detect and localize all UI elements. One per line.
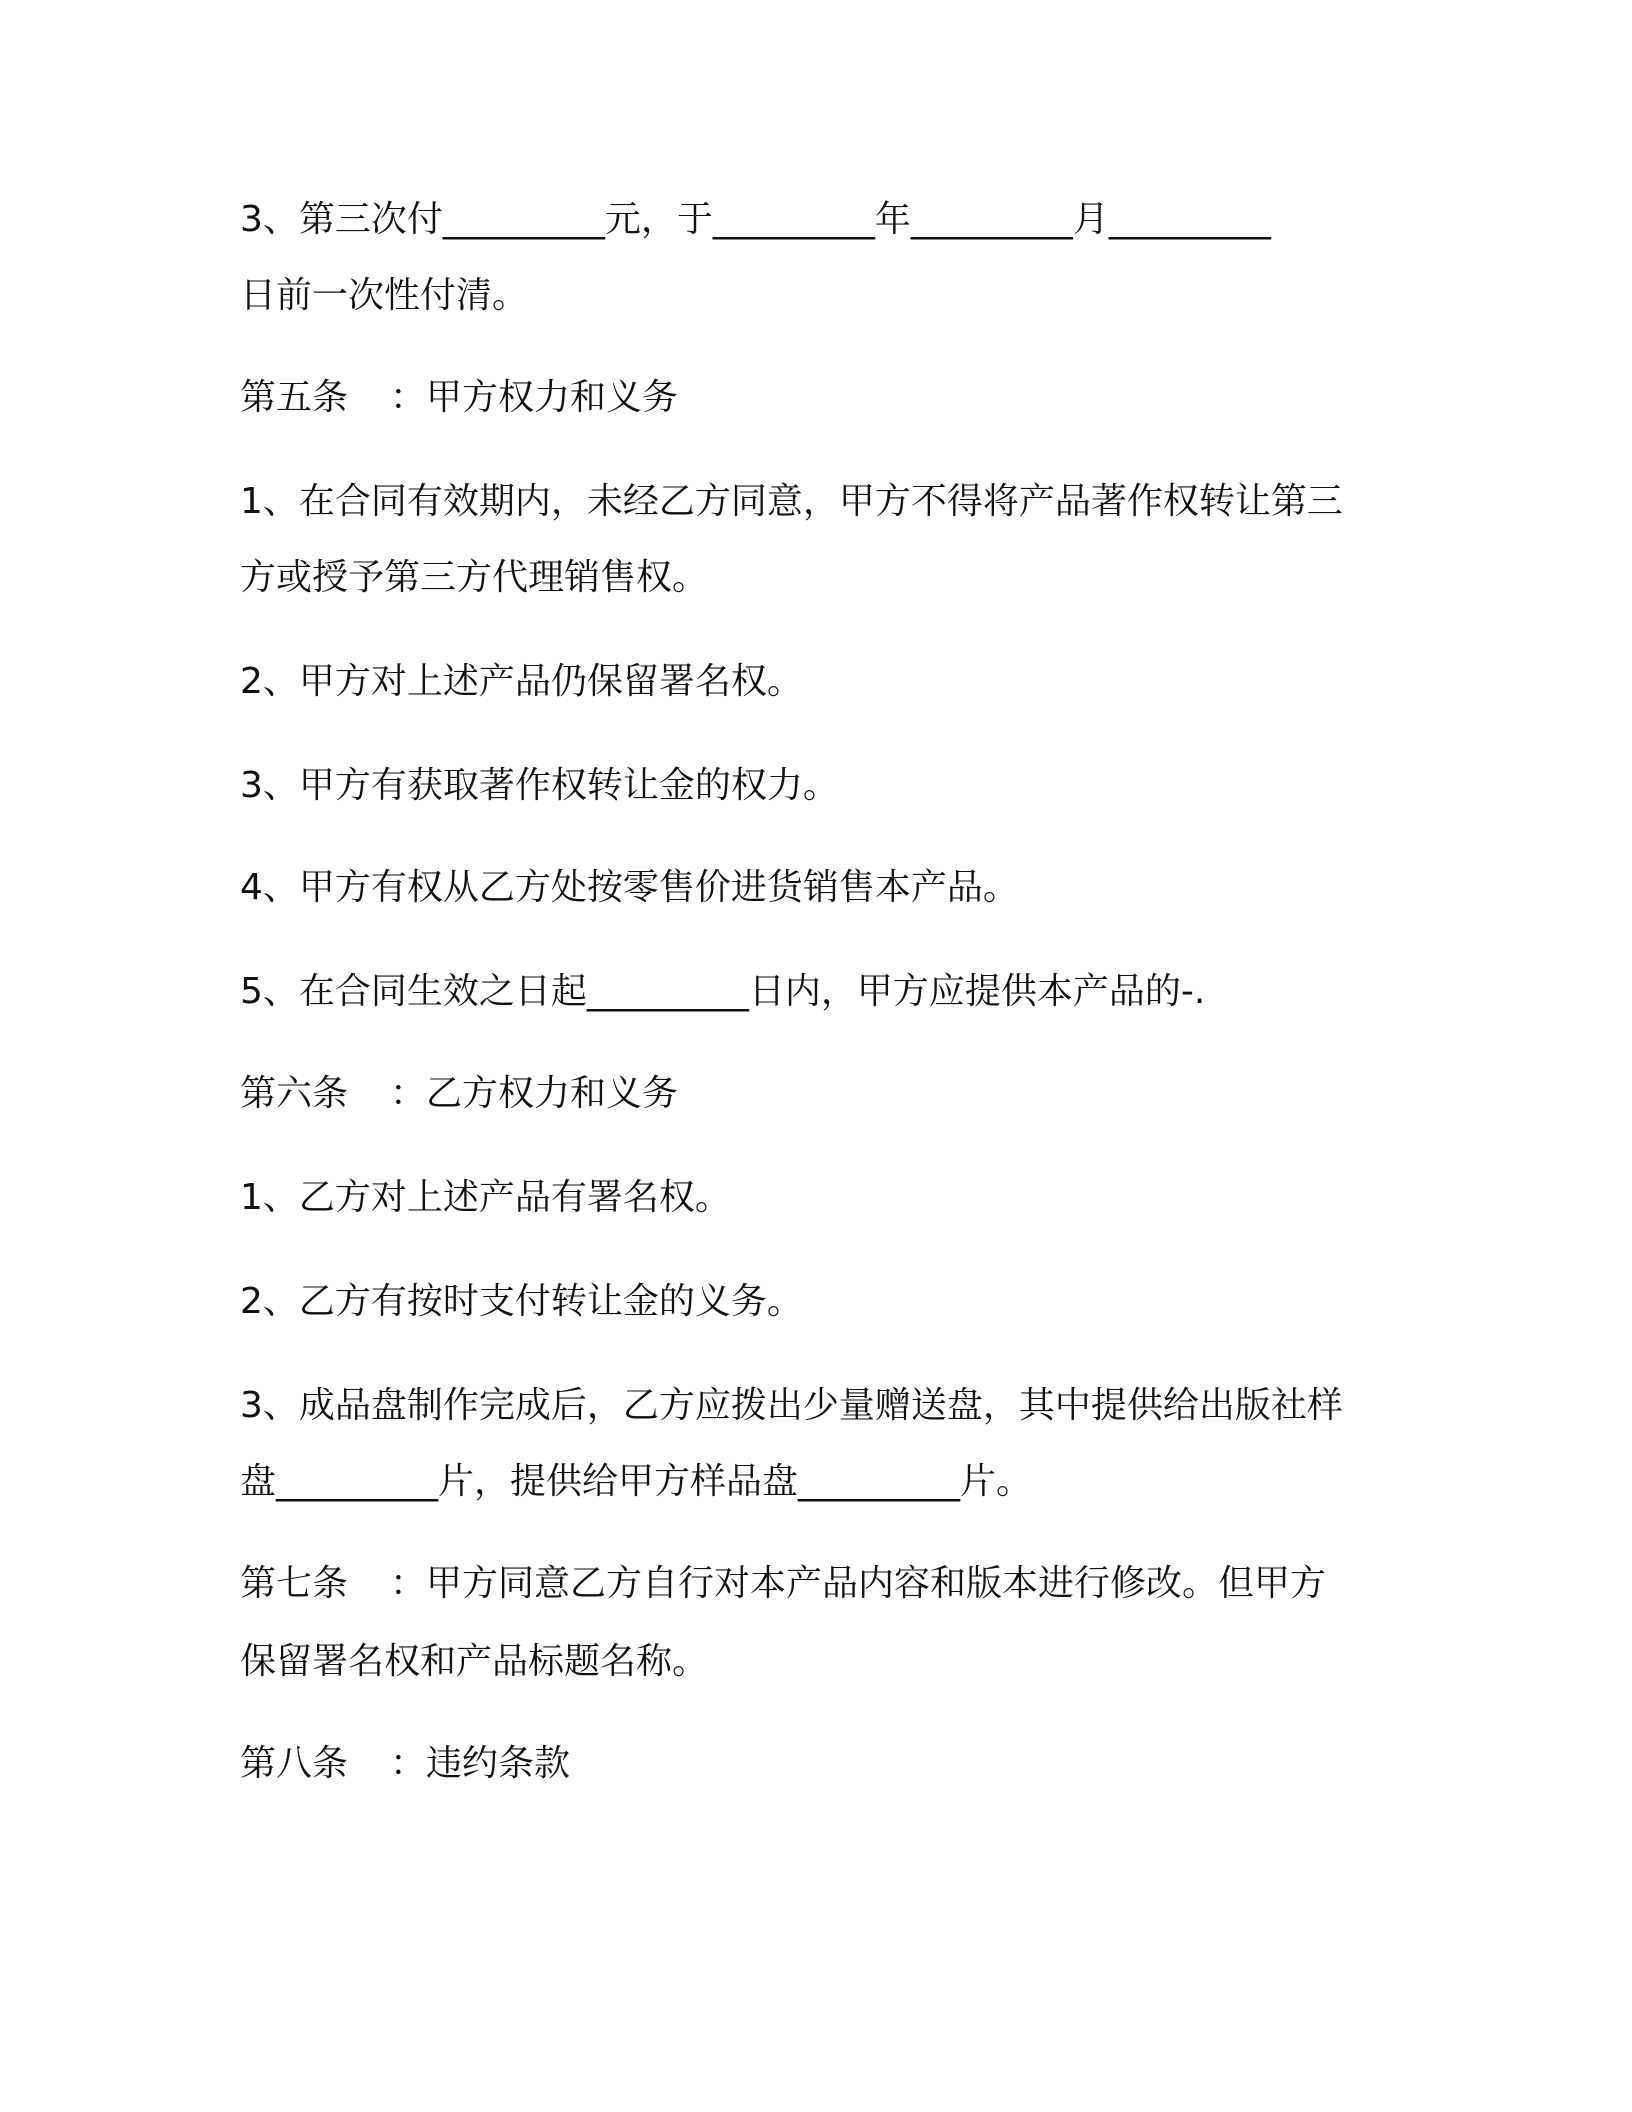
article-8-heading: [240, 1742, 570, 1786]
article-5-item-1-line-2: 方或授予第三方代理销售权。: [240, 557, 709, 598]
article-8-label: 第八条: [240, 1743, 349, 1784]
payment-3-line-2: 日前一次性付清。: [240, 275, 529, 316]
article-6-item-3-line-2: 盘_________片，提供给甲方样品盘_________片。: [240, 1461, 1033, 1502]
article-5-title: ：甲方权力和义务: [390, 377, 679, 418]
article-7-label: 第七条: [240, 1563, 349, 1604]
article-6-title: ：乙方权力和义务: [390, 1073, 679, 1114]
article-5-item-4: 4、甲方有权从乙方处按零售价进货销售本产品。: [240, 867, 1019, 908]
article-6-item-1: 1、乙方对上述产品有署名权。: [240, 1177, 731, 1218]
payment-3-line-1: 3、第三次付_________元，于_________年_________月_________: [240, 199, 1271, 240]
article-6-label: 第六条: [240, 1073, 349, 1114]
article-6-item-3-line-1: 3、成品盘制作完成后，乙方应拨出少量赠送盘，其中提供给出版社样: [240, 1385, 1343, 1426]
article-7-text: ：甲方同意乙方自行对本产品内容和版本进行修改。但甲方: [390, 1563, 1327, 1604]
article-5-item-1-line-1: 1、在合同有效期内，未经乙方同意，甲方不得将产品著作权转让第三: [240, 481, 1343, 522]
article-5-label: 第五条: [240, 377, 349, 418]
article-5-heading: [240, 376, 678, 420]
article-6-item-2: 2、乙方有按时支付转让金的义务。: [240, 1281, 803, 1322]
article-8-title: ：违约条款: [390, 1743, 571, 1784]
article-7-line-2: 保留署名权和产品标题名称。: [240, 1641, 709, 1682]
article-5-item-3: 3、甲方有获取著作权转让金的权力。: [240, 765, 839, 806]
article-5-item-2: 2、甲方对上述产品仍保留署名权。: [240, 661, 803, 702]
article-7-line-1: [240, 1562, 1326, 1606]
article-6-heading: [240, 1072, 678, 1116]
article-5-item-5: 5、在合同生效之日起_________日内，甲方应提供本产品的-.: [240, 971, 1206, 1012]
